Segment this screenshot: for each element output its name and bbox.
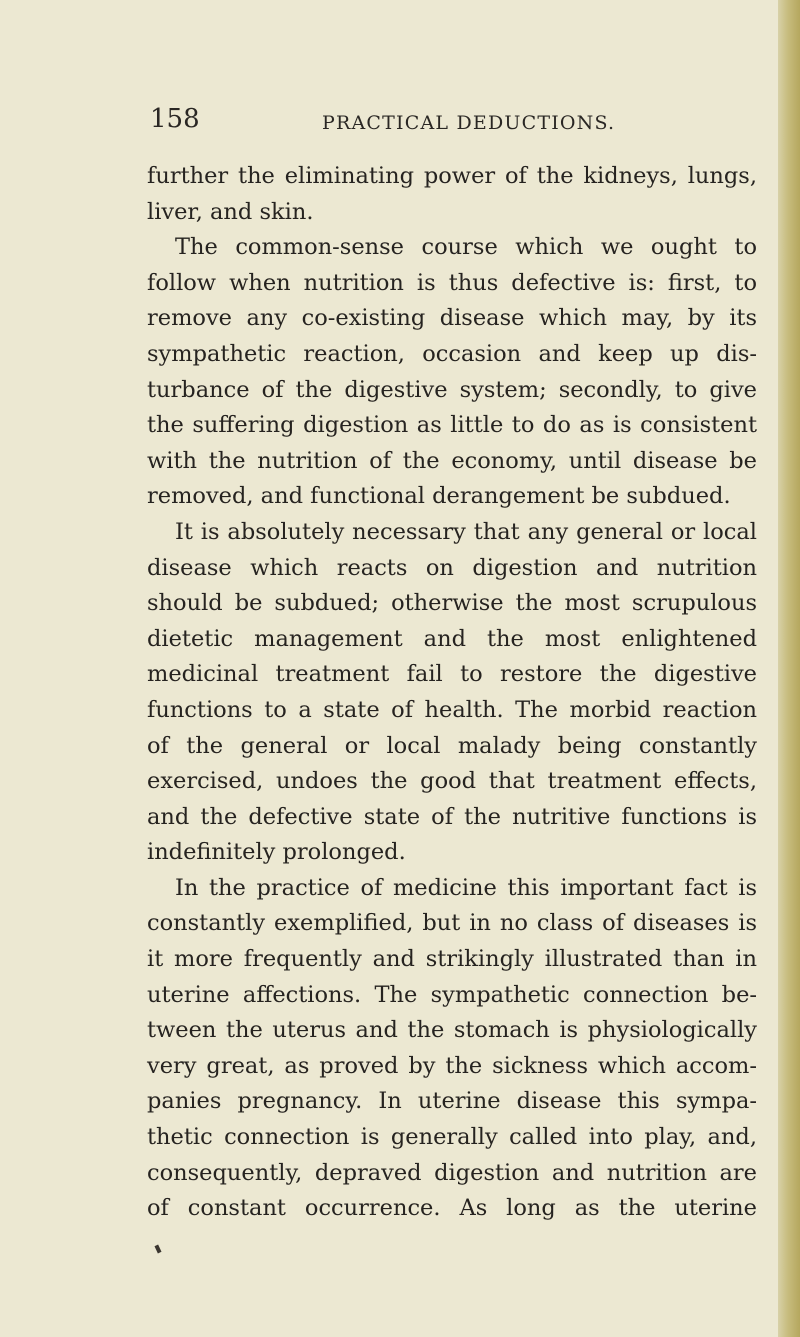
text-line: further the eliminating power of the kidneys, lungs, bbox=[147, 163, 757, 189]
text-line: the suffering digestion as little to do as is consistent bbox=[147, 412, 757, 439]
text-line: tween the uterus and the stomach is physiologically bbox=[147, 1017, 757, 1044]
text-line: should be subdued; otherwise the most scrupulous bbox=[147, 590, 757, 617]
text-line: of the general or local malady being constantly bbox=[147, 732, 757, 759]
page-edge bbox=[778, 0, 800, 1337]
text-line: sympathetic reaction, occasion and keep up dis- bbox=[147, 340, 757, 367]
text-line: functions to a state of health. The morbid reaction bbox=[147, 696, 757, 723]
text-line: In the practice of medicine this important fact is bbox=[175, 874, 757, 901]
text-line: disease which reacts on digestion and nutrition bbox=[147, 554, 757, 581]
text-line: panies pregnancy. In uterine disease this sympa- bbox=[147, 1088, 757, 1115]
text-line: with the nutrition of the economy, until disease be bbox=[147, 447, 757, 474]
text-line: and the defective state of the nutritive functions is bbox=[147, 803, 757, 830]
text-line: dietetic management and the most enlightened bbox=[147, 625, 757, 652]
text-line: medicinal treatment fail to restore the digestive bbox=[147, 661, 757, 688]
page-header bbox=[150, 104, 760, 138]
text-line: exercised, undoes the good that treatment effects, bbox=[147, 768, 757, 795]
text-line: uterine affections. The sympathetic connection be- bbox=[147, 981, 757, 1008]
text-line: turbance of the digestive system; secondly, to give bbox=[147, 376, 757, 403]
text-line: liver, and skin. bbox=[147, 198, 314, 225]
text-line: thetic connection is generally called into play, and, bbox=[147, 1124, 757, 1151]
text-line: consequently, depraved digestion and nutrition are bbox=[147, 1159, 757, 1186]
text-line: It is absolutely necessary that any general or local bbox=[175, 518, 757, 545]
text-line: The common-sense course which we ought to bbox=[175, 234, 757, 261]
ink-mark bbox=[154, 1245, 161, 1254]
running-head: PRACTICAL DEDUCTIONS. bbox=[322, 112, 616, 134]
text-line: of constant occurrence. As long as the uterine bbox=[147, 1195, 757, 1222]
text-line: removed, and functional derangement be subdued. bbox=[147, 483, 731, 510]
page-number: 158 bbox=[150, 104, 200, 134]
text-line: very great, as proved by the sickness which accom- bbox=[147, 1052, 757, 1079]
text-line: indefinitely prolonged. bbox=[147, 839, 406, 866]
text-line: follow when nutrition is thus defective is: first, to bbox=[147, 269, 757, 296]
text-line: constantly exemplified, but in no class of diseases is bbox=[147, 910, 757, 937]
body-text bbox=[147, 159, 757, 1227]
text-line: remove any co-existing disease which may, by its bbox=[147, 305, 757, 332]
text-line: it more frequently and strikingly illustrated than in bbox=[147, 946, 757, 973]
